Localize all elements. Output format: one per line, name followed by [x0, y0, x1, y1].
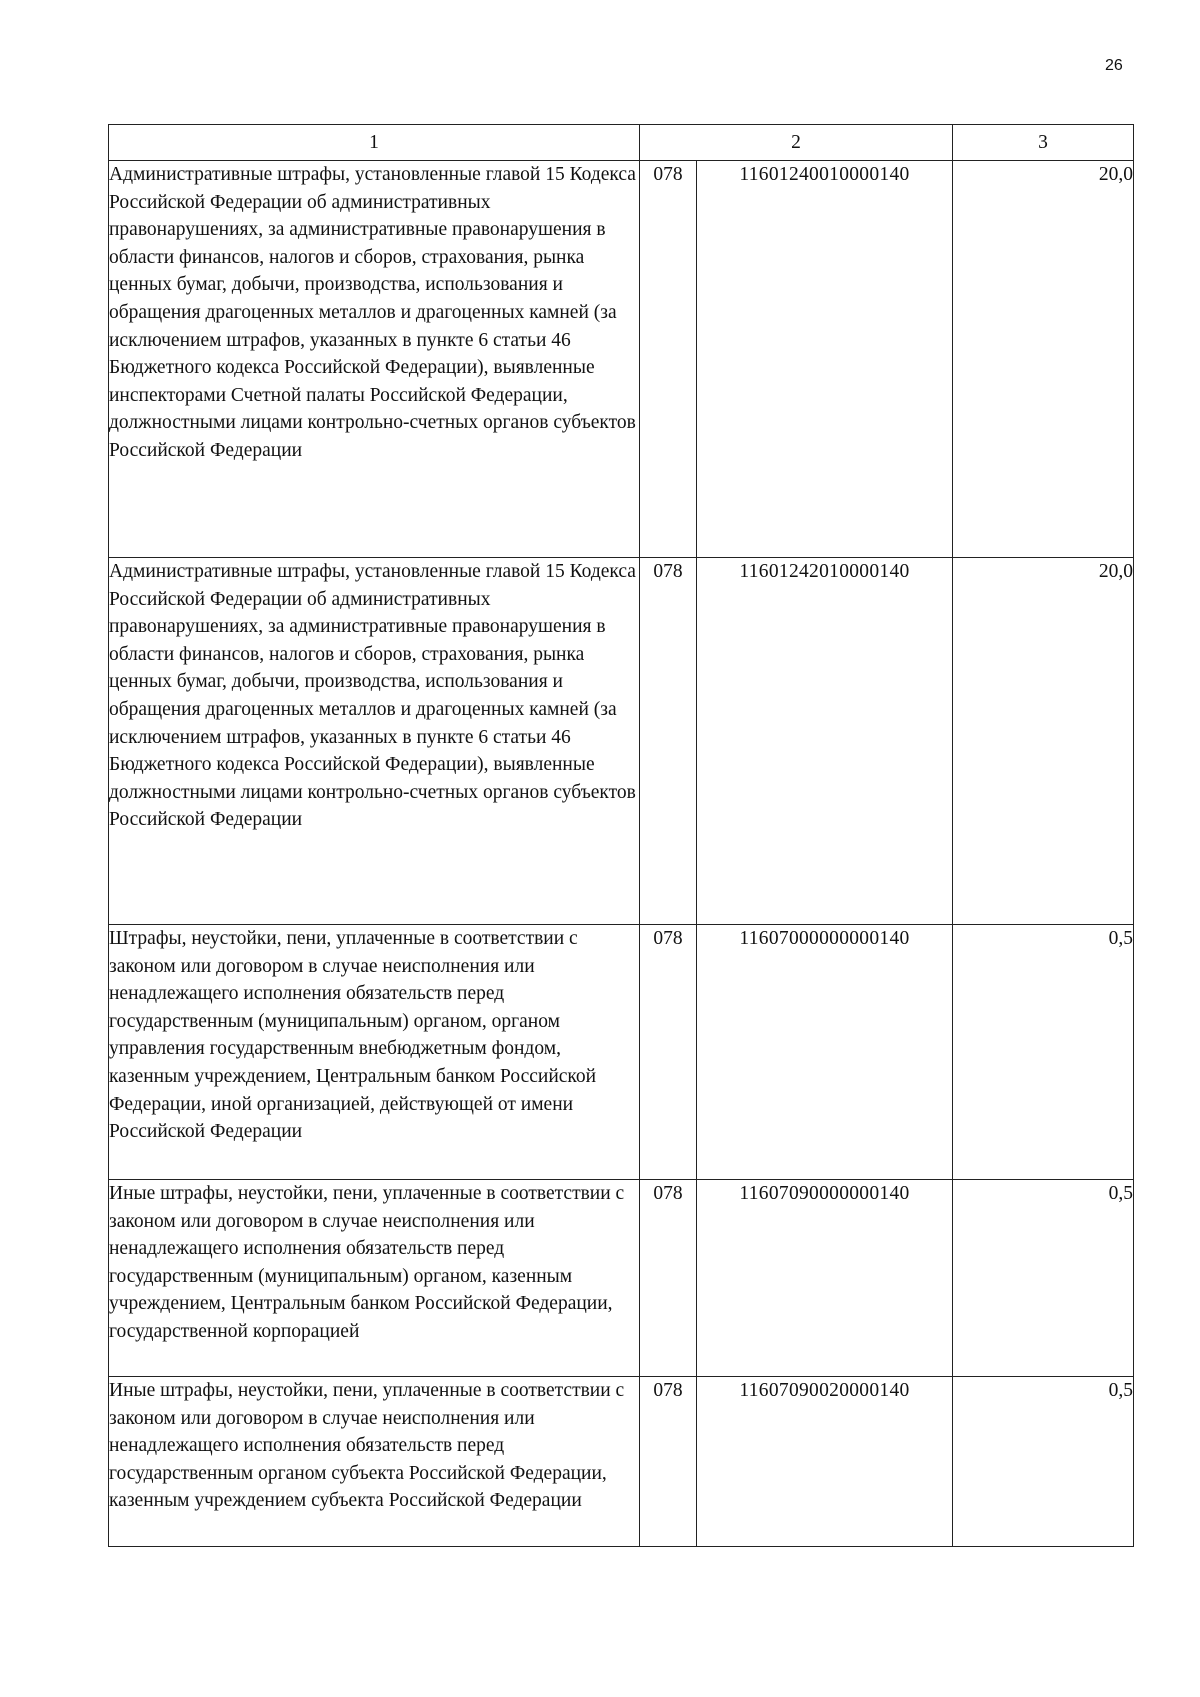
row-budget-code: 11607000000000140: [697, 925, 953, 1180]
row-amount: 20,0: [953, 558, 1134, 925]
row-amount: 0,5: [953, 1180, 1134, 1377]
row-budget-code: 11601240010000140: [697, 161, 953, 558]
row-admin-code: 078: [640, 1180, 697, 1377]
revenue-table: [108, 124, 1134, 1547]
table-row: [109, 925, 1134, 1180]
row-amount: 20,0: [953, 161, 1134, 558]
row-description: Иные штрафы, неустойки, пени, уплаченные в соответствии с законом или договором в случае неисполнения или ненадлежащего исполнения обязательств перед государственным (муниципальным) органом, казенным учреждением, Центральным банком Российской Федерации, государственной корпорацией: [109, 1180, 640, 1377]
page-number: 26: [1105, 57, 1123, 74]
row-amount: 0,5: [953, 1377, 1134, 1547]
table-header-row: [109, 125, 1134, 161]
table-row: [109, 558, 1134, 925]
row-admin-code: 078: [640, 558, 697, 925]
row-admin-code: 078: [640, 161, 697, 558]
row-description: Административные штрафы, установленные главой 15 Кодекса Российской Федерации об административных правонарушениях, за административные правонарушения в области финансов, налогов и сборов, страхования, рынка ценных бумаг, добычи, производства, использования и обращения драгоценных металлов и драгоценных камней (за исключением штрафов, указанных в пункте 6 статьи 46 Бюджетного кодекса Российской Федерации), выявленные должностными лицами контрольно-счетных органов субъектов Российской Федерации: [109, 558, 640, 925]
table-row: [109, 161, 1134, 558]
row-budget-code: 11601242010000140: [697, 558, 953, 925]
row-amount: 0,5: [953, 925, 1134, 1180]
header-col-1: 1: [109, 125, 640, 161]
row-description: Штрафы, неустойки, пени, уплаченные в соответствии с законом или договором в случае неисполнения или ненадлежащего исполнения обязательств перед государственным (муниципальным) органом, органом управления государственным внебюджетным фондом, казенным учреждением, Центральным банком Российской Федерации, иной организацией, действующей от имени Российской Федерации: [109, 925, 640, 1180]
table-row: [109, 1180, 1134, 1377]
row-description: Административные штрафы, установленные главой 15 Кодекса Российской Федерации об административных правонарушениях, за административные правонарушения в области финансов, налогов и сборов, страхования, рынка ценных бумаг, добычи, производства, использования и обращения драгоценных металлов и драгоценных камней (за исключением штрафов, указанных в пункте 6 статьи 46 Бюджетного кодекса Российской Федерации), выявленные инспекторами Счетной палаты Российской Федерации, должностными лицами контрольно-счетных органов субъектов Российской Федерации: [109, 161, 640, 558]
row-budget-code: 11607090000000140: [697, 1180, 953, 1377]
header-col-3: 3: [953, 125, 1134, 161]
row-admin-code: 078: [640, 1377, 697, 1547]
header-col-2: 2: [640, 125, 953, 161]
row-description: Иные штрафы, неустойки, пени, уплаченные в соответствии с законом или договором в случае неисполнения или ненадлежащего исполнения обязательств перед государственным органом субъекта Российской Федерации, казенным учреждением субъекта Российской Федерации: [109, 1377, 640, 1547]
row-budget-code: 11607090020000140: [697, 1377, 953, 1547]
table-row: [109, 1377, 1134, 1547]
row-admin-code: 078: [640, 925, 697, 1180]
